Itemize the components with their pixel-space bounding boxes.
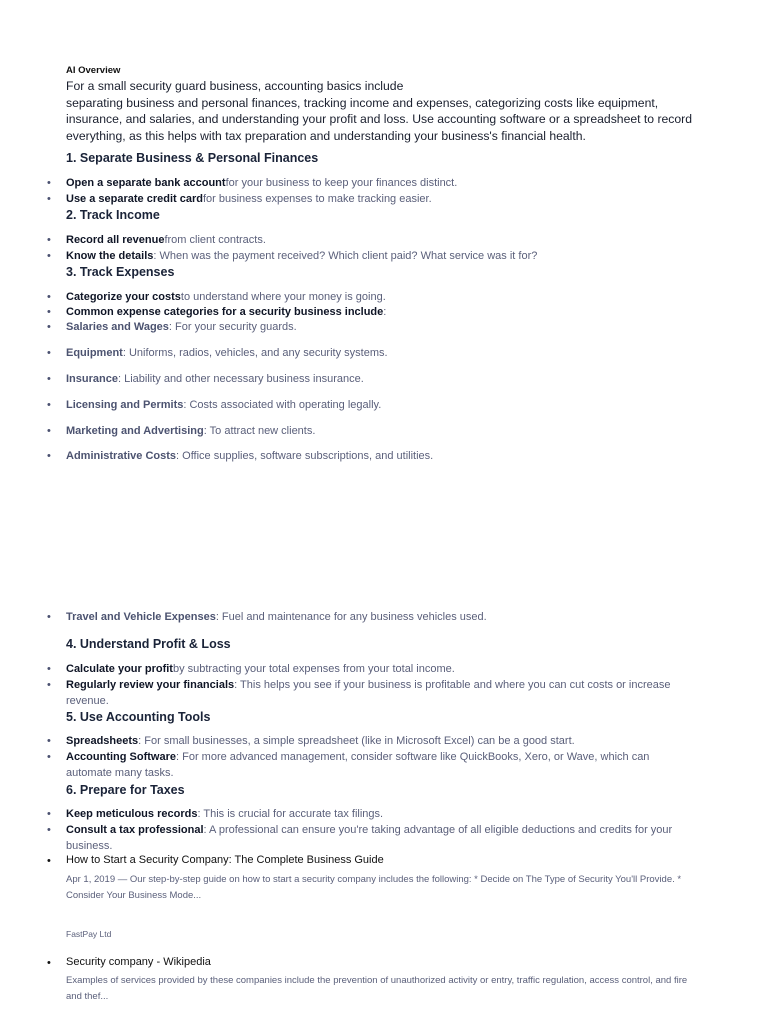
bullet-icon: • xyxy=(47,957,51,969)
item-text: for business expenses to make tracking easier. xyxy=(202,193,432,205)
bullet-icon: • xyxy=(47,193,51,205)
item-text: : Liability and other necessary business insurance. xyxy=(117,373,364,385)
item-bold: Travel and Vehicle Expenses xyxy=(66,611,216,623)
bullet-icon: • xyxy=(47,250,51,262)
item-bold: Calculate your profit xyxy=(66,663,173,675)
item-bold: Consult a tax professional xyxy=(66,824,204,836)
intro-line-2: separating business and personal finances, tracking income and expenses, categorizing costs like equipment, insurance, and salaries, and understanding your profit and loss. Use accounting software or a spreadsheet to record everything, as this helps with tax preparation and understanding your business's financial health. xyxy=(66,95,692,143)
item-text: from client contracts. xyxy=(164,234,266,246)
item-text: by subtracting your total expenses from your total income. xyxy=(172,663,455,675)
bullet-icon: • xyxy=(47,855,51,867)
source-link[interactable]: Security company - Wikipedia xyxy=(66,956,211,968)
item-bold: Common expense categories for a security business include xyxy=(66,306,384,318)
section-heading: 2. Track Income xyxy=(66,208,160,222)
item-bold: Record all revenue xyxy=(66,234,165,246)
item-text: : For more advanced management, consider software like QuickBooks, Xero, or Wave, which can automate many tasks. xyxy=(66,751,650,780)
source-description: Examples of services provided by these companies include the prevention of unauthorized activity or entry, traffic regulation, access control, and fire and thef... xyxy=(66,975,688,1002)
item-text: for your business to keep your finances distinct. xyxy=(225,177,458,189)
item-bold: Insurance xyxy=(66,373,118,385)
section-heading: 6. Prepare for Taxes xyxy=(66,783,185,797)
item-bold: Licensing and Permits xyxy=(66,399,184,411)
source-link[interactable]: How to Start a Security Company: The Complete Business Guide xyxy=(66,854,384,866)
bullet-icon: • xyxy=(47,735,51,747)
item-text: to understand where your money is going. xyxy=(180,291,386,303)
item-bold: Know the details xyxy=(66,250,154,262)
item-bold: Keep meticulous records xyxy=(66,808,198,820)
item-text: : To attract new clients. xyxy=(203,425,316,437)
bullet-icon: • xyxy=(47,347,51,359)
bullet-icon: • xyxy=(47,177,51,189)
section-heading: 3. Track Expenses xyxy=(66,265,175,279)
item-text: : This helps you see if your business is profitable and where you can cut costs or increase revenue. xyxy=(66,679,671,708)
bullet-icon: • xyxy=(47,808,51,820)
item-bold: Accounting Software xyxy=(66,751,177,763)
item-text: : Costs associated with operating legally. xyxy=(183,399,382,411)
bullet-icon: • xyxy=(47,306,51,318)
bullet-icon: • xyxy=(47,373,51,385)
bullet-icon: • xyxy=(47,663,51,675)
ai-overview-label: AI Overview xyxy=(66,65,121,76)
section-heading: 5. Use Accounting Tools xyxy=(66,710,211,724)
item-bold: Regularly review your financials xyxy=(66,679,235,691)
source-description: Apr 1, 2019 — Our step-by-step guide on how to start a security company includes the following: * Decide on The Type of Security You'll Provide. * Consider Your Business Mode... xyxy=(66,874,682,901)
item-bold: Salaries and Wages xyxy=(66,321,169,333)
bullet-icon: • xyxy=(47,291,51,303)
item-text: : For small businesses, a simple spreadsheet (like in Microsoft Excel) can be a good start. xyxy=(138,735,575,747)
item-bold: Marketing and Advertising xyxy=(66,425,204,437)
item-text: : When was the payment received? Which client paid? What service was it for? xyxy=(153,250,538,262)
item-text: : xyxy=(383,306,387,318)
section-heading: 4. Understand Profit & Loss xyxy=(66,637,231,651)
source-site[interactable]: FastPay Ltd xyxy=(66,929,112,939)
bullet-icon: • xyxy=(47,611,51,623)
item-bold: Administrative Costs xyxy=(66,450,177,462)
item-text: : A professional can ensure you're taking advantage of all eligible deductions and credits for your business. xyxy=(66,824,673,853)
item-text: : For your security guards. xyxy=(168,321,297,333)
item-text: : Fuel and maintenance for any business vehicles used. xyxy=(215,611,487,623)
intro-line-1: For a small security guard business, accounting basics include xyxy=(66,79,404,93)
item-bold: Use a separate credit card xyxy=(66,193,203,205)
bullet-icon: • xyxy=(47,234,51,246)
item-text: : This is crucial for accurate tax filings. xyxy=(197,808,384,820)
item-bold: Spreadsheets xyxy=(66,735,139,747)
bullet-icon: • xyxy=(47,824,51,836)
bullet-icon: • xyxy=(47,399,51,411)
section-heading: 1. Separate Business & Personal Finances xyxy=(66,151,319,165)
bullet-icon: • xyxy=(47,751,51,763)
item-bold: Equipment xyxy=(66,347,123,359)
bullet-icon: • xyxy=(47,450,51,462)
item-text: : Office supplies, software subscriptions, and utilities. xyxy=(176,450,434,462)
bullet-icon: • xyxy=(47,321,51,333)
bullet-icon: • xyxy=(47,425,51,437)
item-text: : Uniforms, radios, vehicles, and any security systems. xyxy=(122,347,388,359)
overview-intro xyxy=(66,78,706,144)
item-bold: Categorize your costs xyxy=(66,291,181,303)
bullet-icon: • xyxy=(47,679,51,691)
item-bold: Open a separate bank account xyxy=(66,177,226,189)
